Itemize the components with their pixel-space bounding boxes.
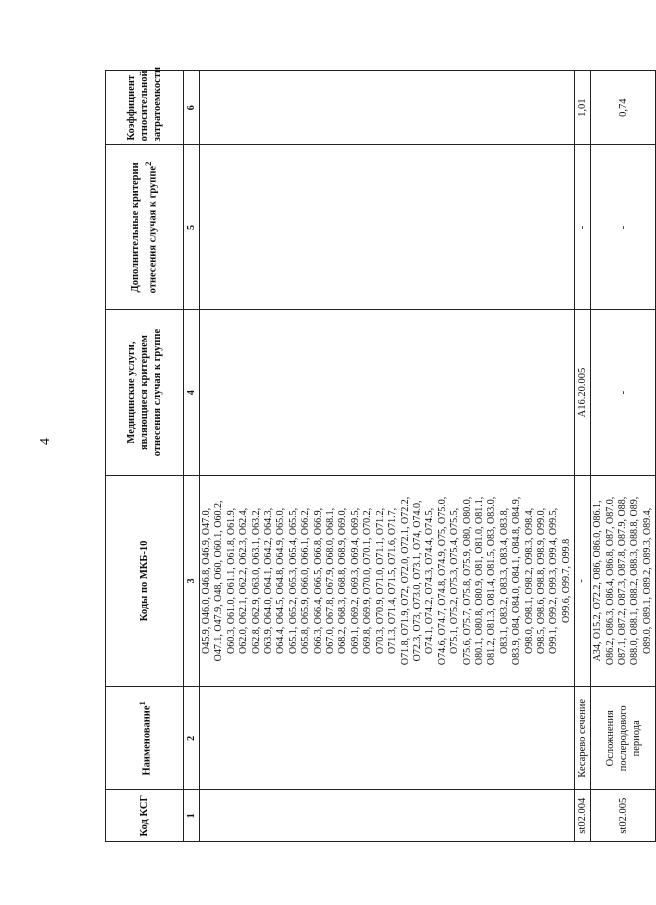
mkb-code-line: O81.2, O81.3, O81.4, O81.5, O83, O83.0, (486, 496, 498, 666)
mkb-code-line: O62.8, O62.9, O63.0, O63.1, O63.2, (250, 507, 262, 654)
services-cell (200, 310, 575, 475)
column-number: 4 (184, 310, 200, 475)
name-cell: Осложнения послеродового периода (591, 687, 656, 790)
ksg-code-cell (200, 790, 575, 842)
mkb-code-line: O69.8, O69.9, O70.0, O70.1, O70.2, (362, 507, 374, 654)
rotated-table-wrapper (105, 66, 653, 842)
mkb-code-line: O47.1, O47.9, O48, O60, O60.1, O60.2, (213, 500, 225, 662)
mkb-code-line: O99.6, O99.7, O99.8 (560, 538, 572, 623)
header-name: Наименование$^1$ (106, 687, 184, 790)
mkb-code-line: O60.3, O61.0, O61.1, O61.8, O61.9, (225, 507, 237, 654)
table-row (575, 71, 591, 842)
mkb-code-line: O80.1, O80.8, O80.9, O81, O81.0, O81.1, (473, 496, 485, 666)
table-header-row (106, 71, 184, 842)
coefficient-cell: 0,74 (591, 71, 656, 145)
mkb-code-line: O70.3, O70.9, O71.0, O71.1, O71.2, (374, 507, 386, 654)
mkb-code-line: O86.2, O86.3, O86.4, O86.8, O87, O87.0, (604, 496, 616, 666)
column-number: 6 (184, 71, 200, 145)
mkb-code-line: O72.3, O73, O73.0, O73.1, O74, O74.0, (411, 500, 423, 662)
ksg-code-cell: st02.005 (591, 790, 656, 842)
mkb-code-line: O68.2, O68.3, O68.8, O68.9, O69.0, (337, 507, 349, 654)
extra-criteria-cell (200, 145, 575, 310)
ksg-code-cell: st02.004 (575, 790, 591, 842)
mkb-code-line: O83.9, O84, O84.0, O84.1, O84.8, O84.9, (511, 496, 523, 666)
mkb-codes-cell (591, 475, 656, 687)
mkb-code-line: - (576, 579, 588, 583)
mkb-codes-cell (575, 475, 591, 687)
mkb-code-line: O69.1, O69.2, O69.3, O69.4, O69.5, (349, 507, 361, 654)
page-number: 4 (38, 438, 53, 445)
coefficient-cell (200, 71, 575, 145)
mkb-code-line: O89.0, O89.1, O89.2, O89.3, O89.4, (641, 507, 653, 654)
mkb-code-line: O62.0, O62.1, O62.2, O62.3, O62.4, (238, 507, 250, 654)
mkb-code-line: O75.1, O75.2, O75.3, O75.4, O75.5, (449, 507, 461, 654)
header-ksg-code: Код КСГ (106, 790, 184, 842)
header-coefficient: Коэффициент относительной затратоемкости (106, 71, 184, 145)
name-cell (200, 687, 575, 790)
mkb-code-line: O74.1, O74.2, O74.3, O74.4, O74.5, (424, 507, 436, 654)
mkb-code-line: O64.4, O64.5, O64.8, O64.9, O65.0, (275, 507, 287, 654)
mkb-code-line: O98.0, O98.1, O98.2, O98.3, O98.4, (523, 507, 535, 654)
services-cell: A16.20.005 (575, 310, 591, 475)
table-row (200, 71, 575, 842)
column-number: 3 (184, 475, 200, 687)
mkb-code-line: O71.3, O71.4, O71.5, O71.6, O71.7, (387, 507, 399, 654)
mkb-code-line: O65.1, O65.2, O65.3, O65.4, O65.5, (287, 507, 299, 654)
mkb-code-line: O71.8, O71.9, O72, O72.0, O72.1, O72.2, (399, 496, 411, 666)
column-number-row (184, 71, 200, 842)
mkb-code-line: O45.9, O46.0, O46.8, O46.9, O47.0, (201, 507, 212, 654)
header-extra-criteria: Дополнительные критерии отнесения случая к группе$^2$ (106, 145, 184, 310)
column-number: 2 (184, 687, 200, 790)
name-cell: Кесарево сечение (575, 687, 591, 790)
mkb-code-line: O98.5, O98.6, O98.8, O98.9, O99.0, (535, 507, 547, 654)
mkb-code-line: O87.1, O87.2, O87.3, O87.8, O87.9, O88, (617, 496, 628, 666)
coefficient-cell: 1,01 (575, 71, 591, 145)
header-services: Медицинские услуги, являющиеся критерием отнесения случая к группе (106, 310, 184, 475)
extra-criteria-cell: - (575, 145, 591, 310)
mkb-code-line: A34, O15.2, O72.2, O86, O86.0, O86.1, (592, 500, 604, 662)
mkb-code-line: O65.8, O65.9, O66.0, O66.1, O66.2, (300, 507, 312, 654)
mkb-code-line: O75.6, O75.7, O75.8, O75.9, O80, O80.0, (461, 496, 473, 666)
column-number: 1 (184, 790, 200, 842)
extra-criteria-cell: - (591, 145, 656, 310)
ksg-table (105, 66, 656, 842)
mkb-code-line: O99.1, O99.2, O99.3, O99.4, O99.5, (548, 507, 560, 654)
mkb-code-line: O66.3, O66.4, O66.5, O66.8, O66.9, (312, 507, 324, 654)
mkb-code-line: O83.1, O83.2, O83.3, O83.4, O83.8, (498, 507, 510, 654)
table-row (591, 71, 656, 842)
mkb-code-line: O74.6, O74.7, O74.8, O74.9, O75, O75.0, (436, 496, 448, 666)
mkb-code-line: O88.0, O88.1, O88.2, O88.3, O88.8, O89, (629, 496, 641, 666)
column-number: 5 (184, 145, 200, 310)
mkb-codes-cell (200, 475, 575, 687)
header-mkb-codes: Коды по МКБ-10 (106, 475, 184, 687)
mkb-code-line: O63.9, O64.0, O64.1, O64.2, O64.3, (263, 507, 275, 654)
services-cell: - (591, 310, 656, 475)
mkb-code-line: O67.0, O67.8, O67.9, O68.0, O68.1, (325, 507, 337, 654)
